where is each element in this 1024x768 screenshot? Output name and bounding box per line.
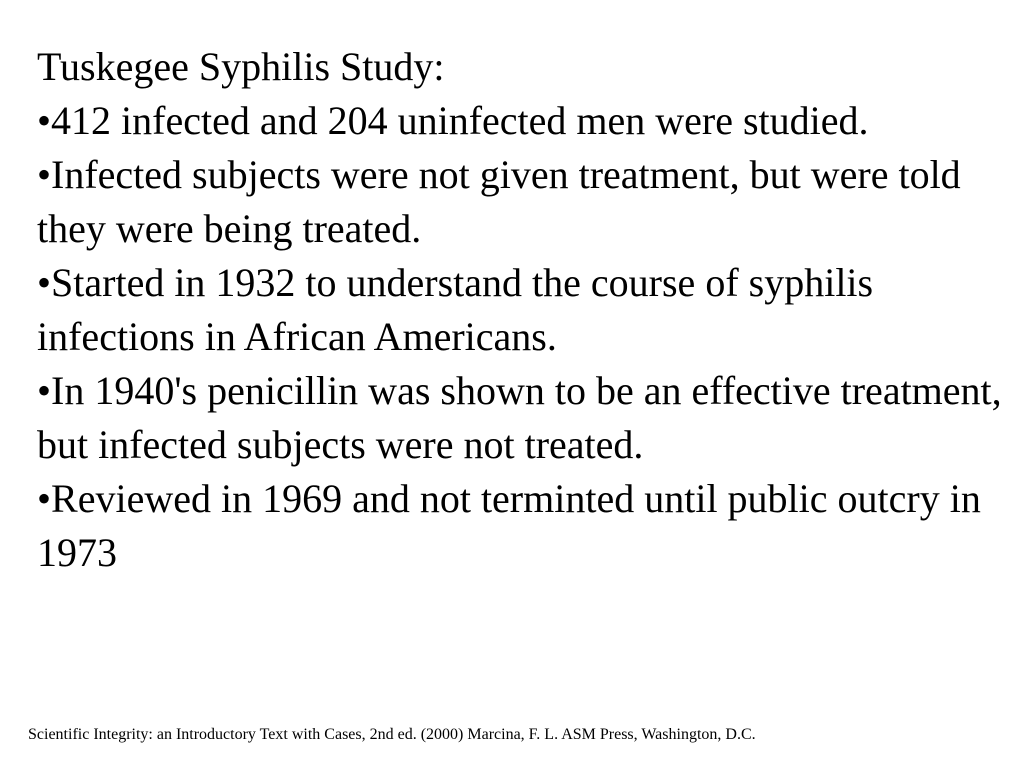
bullet-text: Reviewed in 1969 and not terminted until public outcry in 1973 bbox=[37, 476, 981, 575]
bullet-text: In 1940's penicillin was shown to be an effective treatment, but infected subjects were not treated. bbox=[37, 368, 1002, 467]
bullet-item bbox=[37, 148, 1002, 256]
bullet-item bbox=[37, 94, 1002, 148]
bullet-text: 412 infected and 204 uninfected men were studied. bbox=[51, 98, 869, 143]
bullet-marker: • bbox=[37, 98, 52, 143]
bullet-text: Started in 1932 to understand the course of syphilis infections in African Americans. bbox=[37, 260, 874, 359]
bullet-item bbox=[37, 256, 1002, 364]
bullet-marker: • bbox=[37, 260, 52, 305]
bullet-item bbox=[37, 472, 1002, 580]
bullet-marker: • bbox=[37, 476, 52, 521]
bullet-marker: • bbox=[37, 152, 52, 197]
bullet-item bbox=[37, 364, 1002, 472]
bullet-marker: • bbox=[37, 368, 52, 413]
bullet-text: Infected subjects were not given treatment, but were told they were being treated. bbox=[37, 152, 961, 251]
slide-title: Tuskegee Syphilis Study: bbox=[37, 44, 445, 89]
citation-footer: Scientific Integrity: an Introductory Text with Cases, 2nd ed. (2000) Marcina, F. L. ASM Press, Washington, D.C. bbox=[28, 726, 756, 743]
slide-body bbox=[37, 40, 1002, 580]
